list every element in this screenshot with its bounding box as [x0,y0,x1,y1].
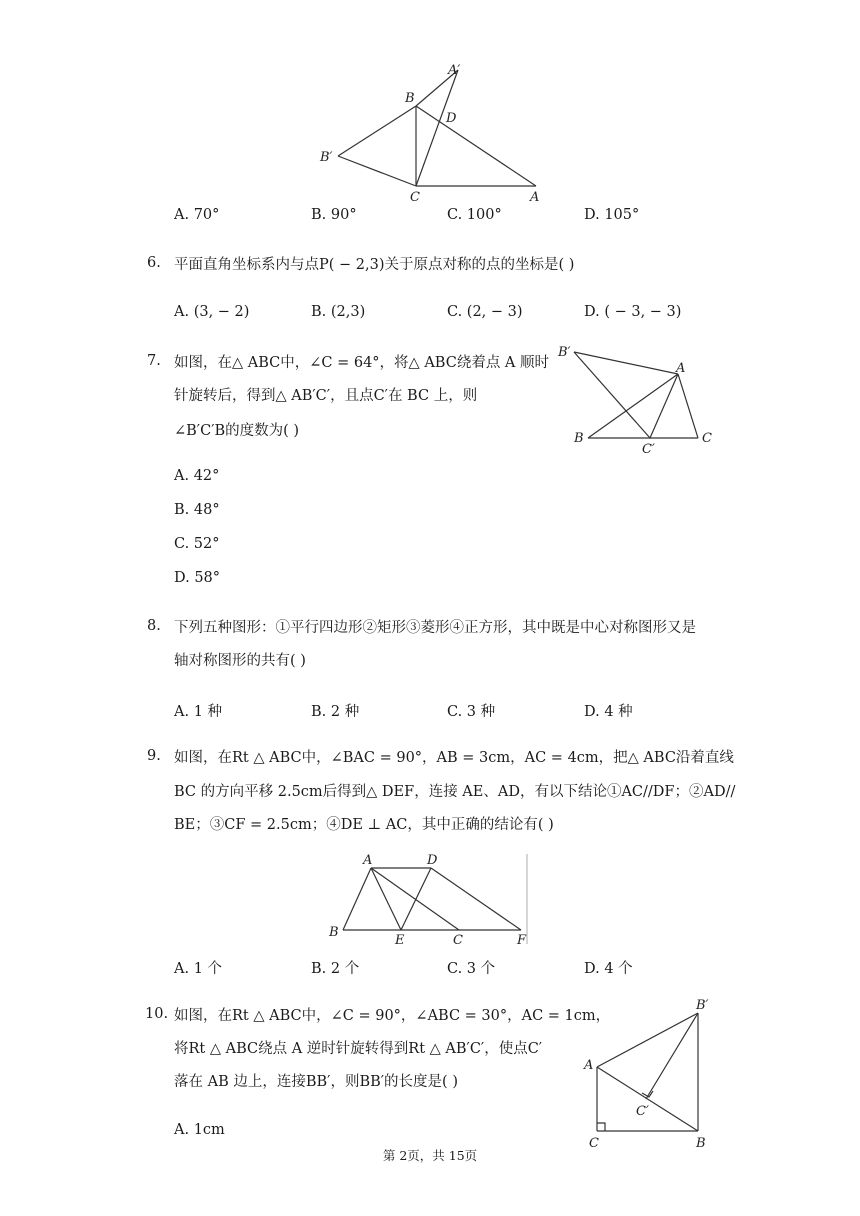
q10-label-C1: C′ [636,1104,649,1119]
q10-line-B1C1 [646,1013,698,1099]
q5-label-D: D [446,111,457,126]
q5-figure [310,58,550,206]
q9-line-AE [371,868,401,930]
q6-number: 6. [147,255,161,271]
q10-label-C: C [589,1136,599,1151]
q9-option-b: B. 2 个 [311,961,360,977]
q9-line-2: BC 的方向平移 2.5cm后得到△ DEF，连接 AE、AD，有以下结论①AC//DF；②AD// [174,784,736,800]
q9-line-DF [431,868,521,930]
q8-line-2: 轴对称图形的共有( ) [174,653,306,669]
q8-option-c: C. 3 种 [447,704,496,720]
q8-line-1: 下列五种图形：①平行四边形②矩形③菱形④正方形，其中既是中心对称图形又是 [174,620,696,636]
q9-option-a: A. 1 个 [174,961,223,977]
q10-line-AB [597,1067,698,1131]
q9-option-c: C. 3 个 [447,961,496,977]
q5-option-b: B. 90° [311,207,357,223]
q9-number: 9. [147,748,161,764]
q6-option-a: A. (3, − 2) [174,304,250,320]
q5-option-a: A. 70° [174,207,220,223]
q10-figure [580,995,715,1153]
q5-label-B1: B′ [320,150,333,165]
q5-line-BB1 [338,106,416,156]
q8-number: 8. [147,618,161,634]
q7-label-C1: C′ [642,442,655,457]
q10-line-AB1 [597,1013,698,1067]
q5-option-d: D. 105° [584,207,640,223]
q10-number: 10. [145,1006,169,1022]
q9-label-A: A [363,853,373,868]
q9-line-1: 如图，在Rt △ ABC中，∠BAC = 90°，AB = 3cm，AC = 4cm，把△ ABC沿着直线 [174,750,734,766]
q5-label-A: A [530,190,540,205]
q7-label-C: C [702,431,712,446]
q10-line-3: 落在 AB 边上，连接BB′，则BB′的长度是( ) [174,1074,458,1090]
q7-figure [552,340,727,460]
page-footer: 第 2页，共 15页 [382,1148,478,1163]
q7-line-CA [678,374,698,438]
q7-line-B1A [574,352,678,374]
q9-option-d: D. 4 个 [584,961,633,977]
q10-label-A: A [584,1058,594,1073]
q6-option-c: C. (2, − 3) [447,304,523,320]
q9-label-E: E [395,933,405,948]
q5-label-A1: A′ [448,63,461,78]
q8-option-a: A. 1 种 [174,704,223,720]
q7-label-B1: B′ [558,345,571,360]
q7-line-B1C1 [574,352,650,438]
q7-line-3: ∠B′C′B的度数为( ) [174,423,300,439]
q5-line-BA [416,106,536,186]
q5-label-C: C [410,190,420,205]
q9-label-F: F [517,933,527,948]
q7-option-a: A. 42° [174,468,220,484]
q8-option-b: B. 2 种 [311,704,360,720]
q9-label-B: B [329,925,339,940]
q10-right-angle-C [597,1123,605,1131]
q7-line-1: 如图，在△ ABC中，∠C = 64°，将△ ABC绕着点 A 顺时 [174,355,550,371]
q9-label-D: D [427,853,438,868]
q5-option-c: C. 100° [447,207,502,223]
q10-option-a: A. 1cm [174,1122,225,1138]
q8-option-d: D. 4 种 [584,704,633,720]
q10-line-1: 如图，在Rt △ ABC中，∠C = 90°，∠ABC = 30°，AC = 1cm， [174,1008,611,1024]
q7-option-b: B. 48° [174,502,220,518]
q5-line-B1C [338,156,416,186]
q7-label-B: B [574,431,584,446]
q5-label-B: B [405,91,415,106]
q9-figure [325,850,535,948]
q9-label-C: C [453,933,463,948]
q10-label-B1: B′ [696,998,709,1013]
q7-label-A: A [676,361,686,376]
q7-option-c: C. 52° [174,536,220,552]
q6-option-b: B. (2,3) [311,304,366,320]
q6-option-d: D. ( − 3, − 3) [584,304,682,320]
q9-line-BA [343,868,371,930]
q6-text: 平面直角坐标系内与点P( − 2,3)关于原点对称的点的坐标是( ) [174,257,575,273]
q10-label-B: B [696,1136,706,1151]
q9-line-3: BE；③CF = 2.5cm；④DE ⊥ AC，其中正确的结论有( ) [174,817,554,833]
q9-line-AC [371,868,459,930]
q7-line-2: 针旋转后，得到△ AB′C′，且点C′在 BC 上，则 [174,388,478,404]
q7-number: 7. [147,353,161,369]
q7-option-d: D. 58° [174,570,221,586]
q9-line-ED [401,868,431,930]
q10-line-2: 将Rt △ ABC绕点 A 逆时针旋转得到Rt △ AB′C′，使点C′ [174,1041,543,1057]
